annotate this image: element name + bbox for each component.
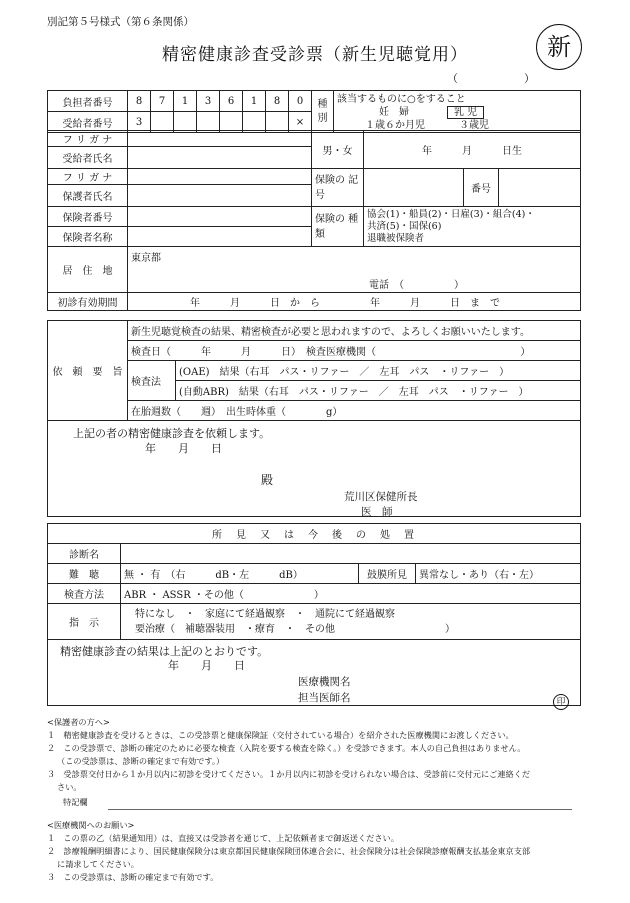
validity-period-field[interactable]: 年 月 日 か ら 年 月 日 ま で [128, 293, 581, 311]
insurance-kind-line: 退職被保険者 [367, 232, 425, 244]
id-table [47, 90, 581, 133]
address-field[interactable] [128, 247, 581, 293]
guardian-note: さい。 [57, 782, 82, 792]
guardian-note: ２ この受診票で、診断の確定のために必要な検査（入院を要する検査を除く。）を受診できます。本人の自己負担はありません。 [47, 743, 526, 753]
birth-date-field[interactable]: 年 月 日生 [364, 131, 581, 169]
result-statement: 精密健康診査の結果は上記のとおりです。 [60, 645, 269, 658]
findings-header: 所 見 又 は 今 後 の 処 置 [48, 524, 581, 544]
medical-notes [47, 819, 530, 884]
burden-digit: 8 [266, 91, 289, 112]
guardian-note: １ 精密健康診査を受けるときは、この受診票と健康保険証（交付されている場合）を紹介された医療機関にお渡しください。 [47, 730, 514, 740]
burden-digit: 1 [243, 91, 266, 112]
oae-result-field[interactable]: (OAE) 結果（右耳 パス・リファー ／ 左耳 パス ・リファー ） [176, 361, 581, 381]
method-label: 検査法 [128, 361, 176, 401]
request-statement: 上記の者の精密健康診査を依頼します。 [73, 427, 271, 440]
burden-digit: 3 [197, 91, 220, 112]
request-statement-box [48, 421, 581, 517]
insurance-symbol-field[interactable] [364, 169, 464, 207]
kind-18months[interactable]: １歳６か月児 [365, 120, 425, 131]
burden-digit: 6 [220, 91, 243, 112]
address-prefecture: 東京都 [131, 253, 161, 264]
abr-result-field[interactable]: (自動ABR) 結果（右耳 パス・リファー ／ 左耳 パス ・リファー ） [176, 381, 581, 401]
test-method-field[interactable]: ABR ・ ASSR ・その他（ ） [121, 584, 581, 604]
medical-note: に請求してください。 [57, 859, 139, 869]
insurance-kind-label: 保険の 種 類 [312, 207, 364, 247]
furigana-label: フ リ ガ ナ [48, 131, 128, 147]
kind-infant[interactable]: 乳 児 [447, 106, 484, 119]
new-badge: 新 [536, 24, 582, 70]
doctor-label: 担当医師名 [298, 692, 351, 704]
medical-note: ２ 診療報酬明細書により、国民健康保険分は東京都国民健康保険団体連合会に、社会保険分は社会保険診療報酬支払基金東京支部 [47, 846, 531, 856]
deafness-label: 難 聴 [48, 564, 121, 584]
insurer-number-label: 保険者番号 [48, 207, 128, 227]
issuer-title: 荒川区保健所長 [344, 491, 418, 503]
request-date[interactable]: 年 月 日 [145, 442, 222, 455]
remarks-label: 特記欄 [63, 797, 88, 807]
address-label: 居 住 地 [48, 247, 128, 293]
burden-digit: 8 [128, 91, 151, 112]
insurance-kind-line: 共済(5)・国保(6) [367, 220, 442, 232]
exam-date-field[interactable]: 検査日（ 年 月 日） 検査医療機関（ [131, 347, 376, 358]
burden-digit: 0 [289, 91, 312, 112]
recipient-digit-x: × [289, 112, 312, 133]
exam-date-end: ） [520, 347, 531, 358]
insurance-symbol-label: 保険の 記 号 [312, 169, 364, 207]
burden-number-label: 負担者番号 [48, 91, 128, 112]
seal-mark: 印 [553, 694, 569, 710]
instruction-line-1[interactable]: 特になし ・ 家庭にて経過観察 ・ 通院にて経過観察 [135, 608, 395, 620]
guardian-furigana-field[interactable] [128, 169, 312, 185]
instruction-line-2-text: 要治療（ 補聴器装用 ・療育 ・ その他 [135, 623, 335, 635]
kind-note: 該当するものに○をすること [337, 94, 466, 105]
eardrum-field[interactable]: 異常なし・あり（右・左） [416, 564, 581, 584]
instruction-options[interactable] [121, 604, 581, 640]
validity-label: 初診有効期間 [48, 293, 128, 311]
request-label: 依 頼 要 旨 [48, 321, 128, 421]
result-table [47, 523, 581, 706]
insurer-name-field[interactable] [128, 227, 312, 247]
medical-note: ３ この受診票は、診断の確定まで有効です。 [47, 872, 219, 882]
recipient-name-field[interactable] [128, 147, 312, 169]
guardian-name-label: 保護者氏名 [48, 185, 128, 207]
birth-info-field[interactable]: 在胎週数（ 週） 出生時体重（ g） [128, 401, 581, 421]
result-statement-box [48, 640, 581, 706]
medical-note: １ この票の乙（結果通知用）は、直接又は受診者を通じて、上記依頼者まで御返送ください。 [47, 833, 399, 843]
insurance-kind-options[interactable] [364, 207, 581, 247]
guardian-notes [47, 716, 530, 809]
recipient-digit[interactable]: 3 [128, 112, 151, 133]
result-date[interactable]: 年 月 日 [168, 659, 245, 672]
insurance-number-label: 番号 [464, 169, 499, 207]
institution-label: 医療機関名 [298, 676, 351, 688]
insurer-name-label: 保険者名称 [48, 227, 128, 247]
burden-digit: 7 [151, 91, 174, 112]
instruction-line-2[interactable] [135, 622, 577, 637]
instruction-line-2-end: ） [445, 623, 455, 635]
remarks-line[interactable] [108, 809, 572, 810]
kind-pregnant[interactable]: 妊 婦 [379, 107, 409, 118]
burden-digit: 1 [174, 91, 197, 112]
diagnosis-label: 診断名 [48, 544, 121, 564]
form-title: 精密健康診査受診票（新生児聴覚用） [162, 45, 468, 65]
header-paren-field[interactable]: （ ） [447, 72, 535, 85]
recipient-number-label: 受給者番号 [48, 112, 128, 133]
kind-label: 種別 [312, 91, 334, 133]
furigana-label: フ リ ガ ナ [48, 169, 128, 185]
insurance-kind-line: 協会(1)・船員(2)・日雇(3)・組合(4)・ [367, 208, 535, 220]
recipient-name-label: 受給者氏名 [48, 147, 128, 169]
honorific: 殿 [261, 473, 274, 487]
insurer-number-field[interactable] [128, 207, 312, 227]
guardian-note: ３ 受診票交付日から１か月以内に初診を受けてください。１か月以内に初診を受けられない場合は、受診前に交付元にご連絡くだ [47, 769, 531, 779]
form-number-label: 別記第５号様式（第６条関係） [47, 16, 194, 28]
deafness-field[interactable]: 無 ・ 有 （右 dB・左 dB） [121, 564, 359, 584]
insurance-number-field[interactable] [499, 169, 581, 207]
guardian-name-field[interactable] [128, 185, 312, 207]
test-method-label: 検査方法 [48, 584, 121, 604]
kind-options[interactable] [334, 91, 581, 133]
furigana-field[interactable] [128, 131, 312, 147]
diagnosis-field[interactable] [121, 544, 581, 564]
guardian-note: （この受診票は、診断の確定まで有効です。） [57, 756, 225, 766]
sex-selector[interactable]: 男・女 [312, 131, 364, 169]
issuer-doctor: 医 師 [361, 506, 393, 518]
medical-notes-title: <医療機関へのお願い> [47, 820, 135, 830]
instruction-label: 指 示 [48, 604, 121, 640]
guardian-notes-title: <保護者の方へ> [47, 717, 110, 727]
kind-3years[interactable]: ３歳児 [459, 120, 489, 131]
exam-date-row[interactable] [128, 341, 581, 361]
person-table [47, 130, 581, 311]
phone-field[interactable]: 電話 （ ） [369, 280, 464, 291]
request-intro: 新生児聴覚検査の結果、精密検査が必要と思われますので、よろしくお願いいたします。 [128, 321, 581, 341]
eardrum-label: 鼓膜所見 [359, 564, 416, 584]
request-table [47, 320, 581, 517]
